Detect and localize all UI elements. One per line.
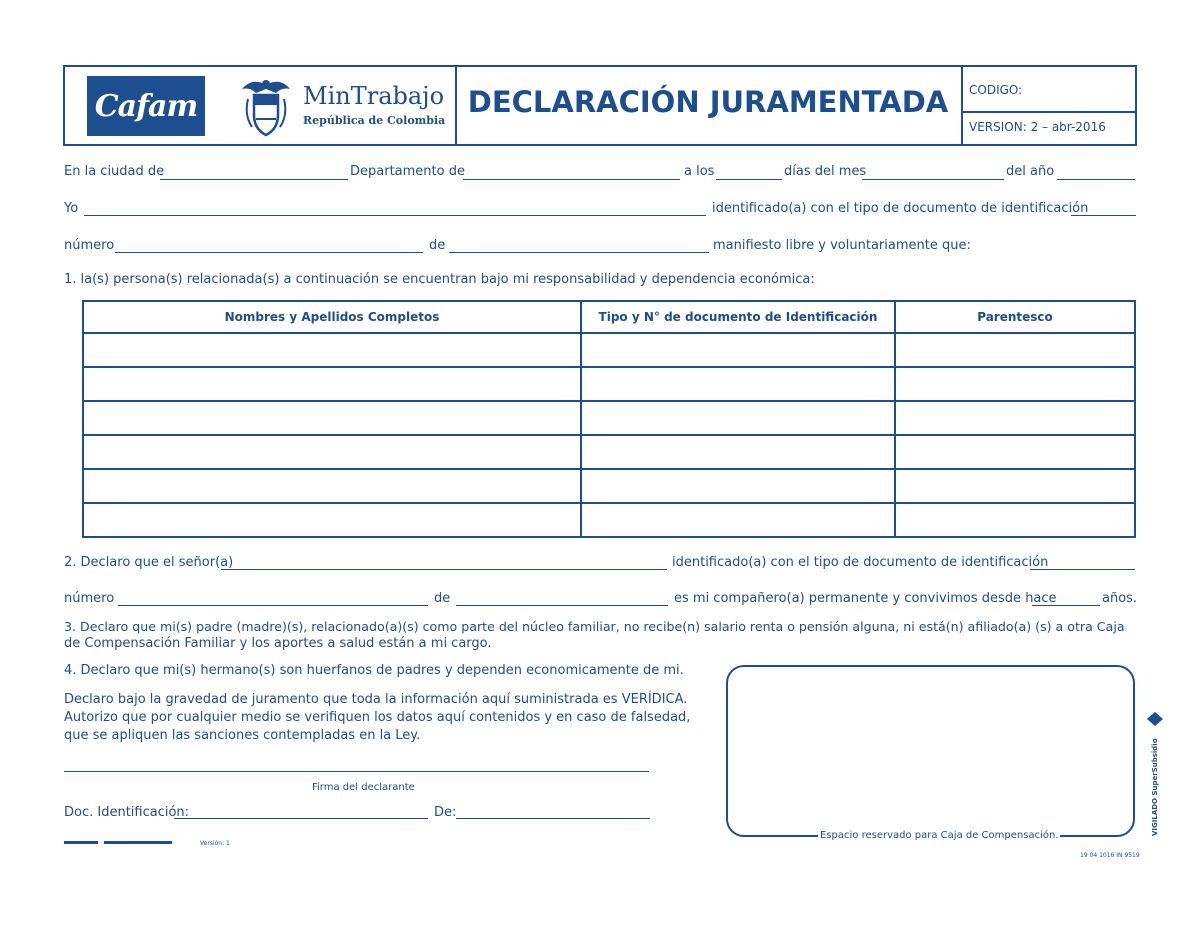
table-cell[interactable] <box>581 333 895 367</box>
table-cell[interactable] <box>895 469 1135 503</box>
de-3-field[interactable] <box>456 818 650 819</box>
departamento-field[interactable] <box>463 179 680 180</box>
table-cell[interactable] <box>895 435 1135 469</box>
numero-field[interactable] <box>115 252 423 253</box>
table-cell[interactable] <box>83 469 581 503</box>
de-label: de <box>429 238 446 253</box>
mes-field[interactable] <box>862 179 1004 180</box>
del-anio-label: del año <box>1006 164 1055 179</box>
item-1-text: 1. la(s) persona(s) relacionada(s) a continuación se encuentran bajo mi responsabilidad y dependencia económica: <box>64 272 815 287</box>
table-cell[interactable] <box>581 469 895 503</box>
doc-ident-field[interactable] <box>174 818 428 819</box>
table-cell[interactable] <box>895 503 1135 537</box>
manifiesto-label: manifiesto libre y voluntariamente que: <box>713 238 971 253</box>
table-row <box>83 333 1135 367</box>
version-label: VERSION: 2 – abr-2016 <box>969 120 1106 134</box>
numero-label: número <box>64 238 115 253</box>
item-2-declaro: 2. Declaro que el señor(a) <box>64 555 234 570</box>
a-los-label: a los <box>684 164 715 179</box>
header-divider <box>961 111 1135 113</box>
senor-field[interactable] <box>221 569 667 570</box>
item-3-line-2: de Compensación Familiar y los aportes a salud están a mi cargo. <box>64 636 492 651</box>
table-cell[interactable] <box>581 435 895 469</box>
table-cell[interactable] <box>83 367 581 401</box>
declaracion-line-1: Declaro bajo la gravedad de juramento que toda la información aquí suministrada es VERÍDICA. <box>64 692 688 707</box>
item-2-anios: años. <box>1102 591 1138 606</box>
header-divider <box>961 67 963 144</box>
de-3-label: De: <box>434 805 457 820</box>
item-2-identificado: identificado(a) con el tipo de documento de identificación <box>672 555 1049 570</box>
numero-2-field[interactable] <box>118 605 428 606</box>
espacio-label: Espacio reservado para Caja de Compensación. <box>818 828 1060 844</box>
table-header-row <box>83 301 1135 333</box>
departamento-label: Departamento de <box>350 164 465 179</box>
table-row <box>83 503 1135 537</box>
yo-label: Yo <box>64 201 79 216</box>
firma-field[interactable] <box>64 771 649 772</box>
identificado-label: identificado(a) con el tipo de documento de identificación <box>712 201 1089 216</box>
table-cell[interactable] <box>895 333 1135 367</box>
codigo-label: CODIGO: <box>969 83 1023 97</box>
header-box <box>63 65 1137 146</box>
table-row <box>83 435 1135 469</box>
tipo-doc-2-field[interactable] <box>1030 569 1135 570</box>
document-title: DECLARACIÓN JURAMENTADA <box>467 85 949 119</box>
dependents-table <box>82 300 1136 538</box>
table-header: Tipo y N° de documento de Identificación <box>581 301 895 333</box>
vigilado-label: VIGILADO SuperSubsidio <box>1151 738 1159 836</box>
doc-ident-label: Doc. Identificación: <box>64 805 190 820</box>
table-cell[interactable] <box>83 435 581 469</box>
de-field[interactable] <box>449 252 709 253</box>
dias-field[interactable] <box>716 179 782 180</box>
declaracion-line-2: Autorizo que por cualquier medio se verifiquen los datos aquí contenidos y en caso de falsedad, <box>64 710 691 725</box>
ministry-name: MinTrabajo <box>303 82 445 110</box>
item-2-companero: es mi compañero(a) permanente y convivimos desde hace <box>674 591 1057 606</box>
cafam-logo: Cafam <box>87 76 205 136</box>
table-header: Parentesco <box>895 301 1135 333</box>
table-row <box>83 469 1135 503</box>
table-row <box>83 401 1135 435</box>
anio-field[interactable] <box>1057 179 1135 180</box>
nombre-field[interactable] <box>84 215 706 216</box>
de-2-field[interactable] <box>456 605 668 606</box>
tipo-doc-field[interactable] <box>1071 215 1136 216</box>
ciudad-field[interactable] <box>160 179 348 180</box>
table-row <box>83 367 1135 401</box>
footer-code: 19 04 1016 IN 9519 <box>1080 852 1140 859</box>
ciudad-label: En la ciudad de <box>64 164 165 179</box>
table-cell[interactable] <box>581 503 895 537</box>
table-cell[interactable] <box>581 367 895 401</box>
table-cell[interactable] <box>83 503 581 537</box>
item-2-numero: número <box>64 591 115 606</box>
table-cell[interactable] <box>581 401 895 435</box>
item-3-line-1: 3. Declaro que mi(s) padre (madre)(s), relacionado(a)(s) como parte del núcleo familiar, no recibe(n) salario renta o pensión alguna, ni está(n) afiliado(a) (s) a otra Caja <box>64 619 1125 634</box>
reserved-box[interactable] <box>726 665 1135 837</box>
table-header: Nombres y Apellidos Completos <box>83 301 581 333</box>
footer-small-print-icon <box>64 838 174 846</box>
coat-of-arms-icon <box>238 75 294 139</box>
table-cell[interactable] <box>895 367 1135 401</box>
footer-version: Versión: 1 <box>200 840 230 847</box>
item-2-de: de <box>434 591 451 606</box>
declaracion-line-3: que se apliquen las sanciones contempladas en la Ley. <box>64 728 421 743</box>
table-cell[interactable] <box>83 333 581 367</box>
item-4-text: 4. Declaro que mi(s) hermano(s) son huerfanos de padres y dependen economicamente de mi. <box>64 663 684 678</box>
table-cell[interactable] <box>895 401 1135 435</box>
ministry-subtitle: República de Colombia <box>303 114 446 127</box>
dias-mes-label: días del mes <box>784 164 867 179</box>
table-cell[interactable] <box>83 401 581 435</box>
anios-field[interactable] <box>1032 605 1100 606</box>
firma-label: Firma del declarante <box>312 782 415 793</box>
